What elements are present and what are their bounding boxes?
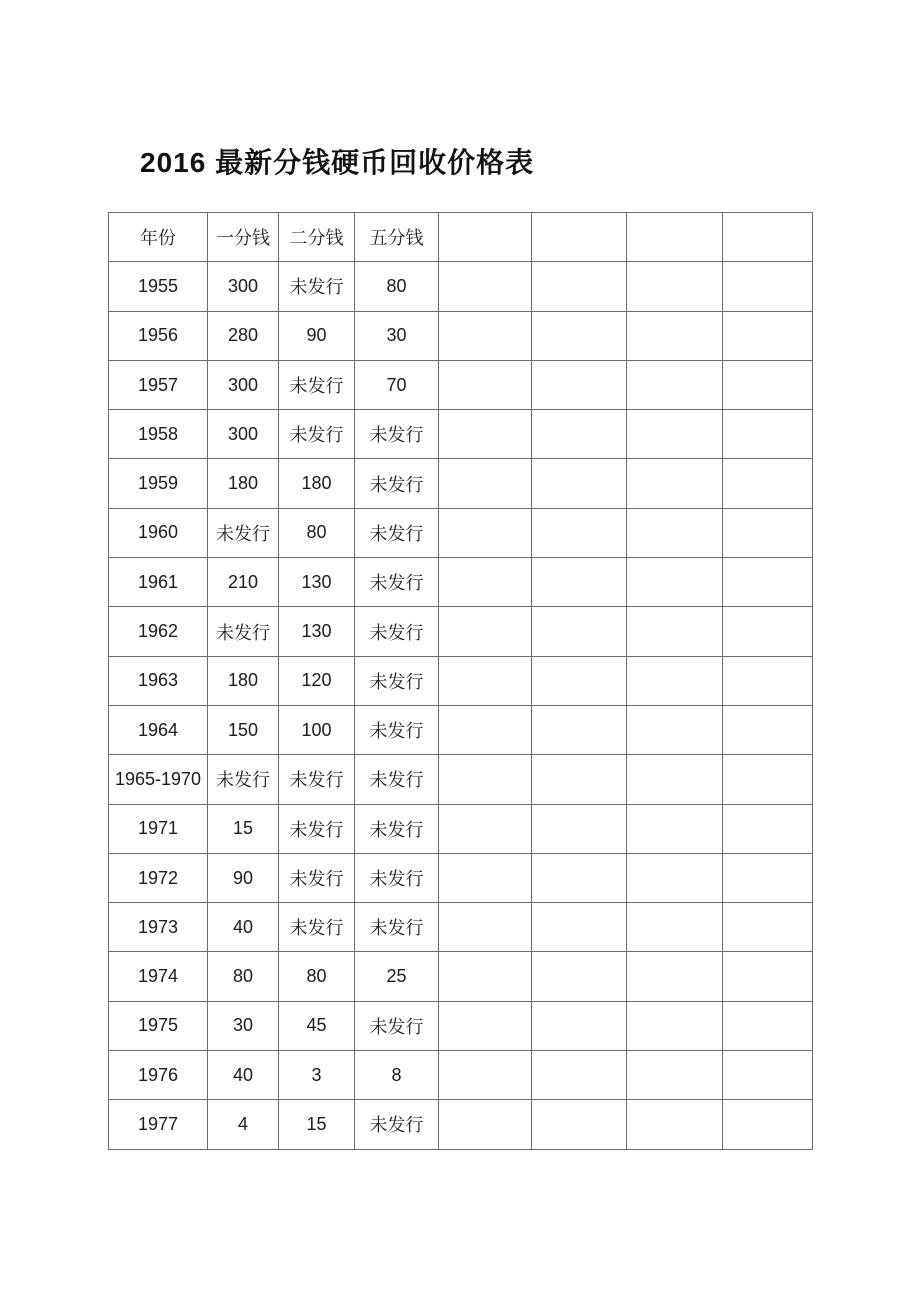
empty-cell: [627, 1051, 723, 1100]
year-cell: 1957: [109, 360, 208, 409]
empty-cell: [627, 558, 723, 607]
price-cell: 未发行: [355, 804, 439, 853]
table-row: [109, 656, 813, 705]
price-cell: 180: [208, 459, 279, 508]
empty-cell: [723, 1051, 813, 1100]
price-cell: 180: [208, 656, 279, 705]
empty-cell: [627, 705, 723, 754]
price-cell: 100: [279, 705, 355, 754]
table-row: [109, 755, 813, 804]
empty-cell: [627, 607, 723, 656]
empty-cell: [532, 853, 627, 902]
price-cell: 130: [279, 607, 355, 656]
empty-cell: [532, 459, 627, 508]
empty-cell: [627, 508, 723, 557]
empty-cell: [723, 656, 813, 705]
year-cell: 1976: [109, 1051, 208, 1100]
year-cell: 1973: [109, 903, 208, 952]
table-row: [109, 558, 813, 607]
column-header: 二分钱: [279, 213, 355, 262]
empty-cell: [532, 410, 627, 459]
empty-cell: [439, 311, 532, 360]
price-cell: 280: [208, 311, 279, 360]
table-row: [109, 952, 813, 1001]
price-cell: 15: [279, 1100, 355, 1149]
price-cell: 未发行: [208, 508, 279, 557]
page-title: 2016 最新分钱硬币回收价格表: [140, 147, 535, 178]
empty-cell: [723, 410, 813, 459]
price-cell: 4: [208, 1100, 279, 1149]
empty-cell: [439, 656, 532, 705]
empty-cell: [627, 656, 723, 705]
empty-cell: [439, 755, 532, 804]
empty-cell: [439, 360, 532, 409]
table-row: [109, 410, 813, 459]
empty-cell: [439, 705, 532, 754]
price-cell: 90: [208, 853, 279, 902]
price-cell: 80: [279, 952, 355, 1001]
price-cell: 40: [208, 903, 279, 952]
column-header: 五分钱: [355, 213, 439, 262]
table-row: [109, 607, 813, 656]
empty-column-header: [627, 213, 723, 262]
empty-cell: [532, 311, 627, 360]
price-cell: 80: [355, 262, 439, 311]
empty-cell: [723, 558, 813, 607]
empty-cell: [627, 410, 723, 459]
empty-cell: [627, 1001, 723, 1050]
price-cell: 未发行: [208, 755, 279, 804]
empty-cell: [723, 459, 813, 508]
year-cell: 1972: [109, 853, 208, 902]
empty-cell: [532, 804, 627, 853]
price-cell: 70: [355, 360, 439, 409]
price-cell: 未发行: [279, 755, 355, 804]
price-cell: 未发行: [355, 607, 439, 656]
table-row: [109, 1051, 813, 1100]
empty-cell: [723, 311, 813, 360]
empty-cell: [532, 755, 627, 804]
empty-cell: [723, 705, 813, 754]
empty-cell: [532, 1100, 627, 1149]
empty-cell: [723, 262, 813, 311]
price-cell: 30: [355, 311, 439, 360]
price-cell: 未发行: [355, 755, 439, 804]
price-cell: 210: [208, 558, 279, 607]
empty-cell: [532, 558, 627, 607]
price-cell: 90: [279, 311, 355, 360]
empty-cell: [723, 853, 813, 902]
table-row: [109, 853, 813, 902]
price-cell: 未发行: [279, 804, 355, 853]
empty-cell: [532, 360, 627, 409]
year-cell: 1965-1970: [109, 755, 208, 804]
price-cell: 未发行: [355, 459, 439, 508]
empty-cell: [439, 459, 532, 508]
empty-cell: [627, 903, 723, 952]
empty-cell: [627, 952, 723, 1001]
price-cell: 180: [279, 459, 355, 508]
price-cell: 40: [208, 1051, 279, 1100]
column-header: 一分钱: [208, 213, 279, 262]
price-cell: 未发行: [355, 656, 439, 705]
empty-cell: [723, 952, 813, 1001]
empty-cell: [439, 410, 532, 459]
price-cell: 未发行: [355, 705, 439, 754]
price-cell: 未发行: [355, 508, 439, 557]
price-cell: 45: [279, 1001, 355, 1050]
price-cell: 未发行: [279, 903, 355, 952]
empty-cell: [439, 1100, 532, 1149]
price-cell: 120: [279, 656, 355, 705]
table-row: [109, 459, 813, 508]
price-cell: 未发行: [355, 1001, 439, 1050]
empty-cell: [723, 804, 813, 853]
price-cell: 3: [279, 1051, 355, 1100]
year-cell: 1977: [109, 1100, 208, 1149]
year-cell: 1964: [109, 705, 208, 754]
year-cell: 1974: [109, 952, 208, 1001]
empty-cell: [723, 1001, 813, 1050]
empty-cell: [627, 360, 723, 409]
empty-cell: [627, 853, 723, 902]
price-cell: 未发行: [355, 410, 439, 459]
empty-cell: [439, 903, 532, 952]
table-row: [109, 1100, 813, 1149]
price-cell: 未发行: [279, 262, 355, 311]
table-row: [109, 1001, 813, 1050]
empty-cell: [627, 755, 723, 804]
empty-cell: [439, 1051, 532, 1100]
empty-cell: [532, 1001, 627, 1050]
empty-cell: [532, 952, 627, 1001]
price-cell: 未发行: [279, 853, 355, 902]
table-row: [109, 508, 813, 557]
year-cell: 1958: [109, 410, 208, 459]
empty-cell: [439, 804, 532, 853]
coin-price-table: [108, 212, 813, 1150]
empty-cell: [439, 853, 532, 902]
price-cell: 300: [208, 262, 279, 311]
empty-cell: [723, 903, 813, 952]
empty-cell: [723, 1100, 813, 1149]
price-cell: 15: [208, 804, 279, 853]
price-cell: 150: [208, 705, 279, 754]
year-cell: 1959: [109, 459, 208, 508]
year-cell: 1963: [109, 656, 208, 705]
price-cell: 未发行: [355, 853, 439, 902]
empty-cell: [627, 1100, 723, 1149]
price-cell: 未发行: [355, 558, 439, 607]
price-cell: 25: [355, 952, 439, 1001]
year-cell: 1962: [109, 607, 208, 656]
year-cell: 1955: [109, 262, 208, 311]
table-row: [109, 804, 813, 853]
empty-cell: [532, 656, 627, 705]
year-cell: 1961: [109, 558, 208, 607]
price-cell: 未发行: [279, 360, 355, 409]
empty-cell: [439, 607, 532, 656]
empty-cell: [439, 952, 532, 1001]
empty-cell: [439, 558, 532, 607]
table-row: [109, 705, 813, 754]
header-row: [109, 213, 813, 262]
empty-cell: [532, 607, 627, 656]
year-cell: 1971: [109, 804, 208, 853]
year-cell: 1956: [109, 311, 208, 360]
table-body: [109, 262, 813, 1149]
empty-cell: [532, 903, 627, 952]
empty-cell: [627, 262, 723, 311]
empty-cell: [532, 262, 627, 311]
empty-cell: [532, 508, 627, 557]
empty-cell: [439, 1001, 532, 1050]
price-cell: 未发行: [279, 410, 355, 459]
empty-cell: [627, 804, 723, 853]
empty-cell: [439, 262, 532, 311]
empty-cell: [627, 311, 723, 360]
empty-cell: [723, 607, 813, 656]
price-cell: 未发行: [355, 1100, 439, 1149]
empty-cell: [532, 705, 627, 754]
price-cell: 300: [208, 360, 279, 409]
year-cell: 1960: [109, 508, 208, 557]
price-cell: 8: [355, 1051, 439, 1100]
empty-cell: [723, 508, 813, 557]
price-cell: 未发行: [208, 607, 279, 656]
price-cell: 300: [208, 410, 279, 459]
empty-column-header: [532, 213, 627, 262]
price-cell: 未发行: [355, 903, 439, 952]
empty-cell: [532, 1051, 627, 1100]
empty-cell: [723, 755, 813, 804]
table-row: [109, 311, 813, 360]
empty-cell: [439, 508, 532, 557]
empty-cell: [723, 360, 813, 409]
empty-column-header: [723, 213, 813, 262]
price-cell: 80: [279, 508, 355, 557]
year-cell: 1975: [109, 1001, 208, 1050]
empty-column-header: [439, 213, 532, 262]
column-header: 年份: [109, 213, 208, 262]
table-row: [109, 262, 813, 311]
price-cell: 80: [208, 952, 279, 1001]
table-row: [109, 360, 813, 409]
price-cell: 130: [279, 558, 355, 607]
empty-cell: [627, 459, 723, 508]
price-cell: 30: [208, 1001, 279, 1050]
table-row: [109, 903, 813, 952]
